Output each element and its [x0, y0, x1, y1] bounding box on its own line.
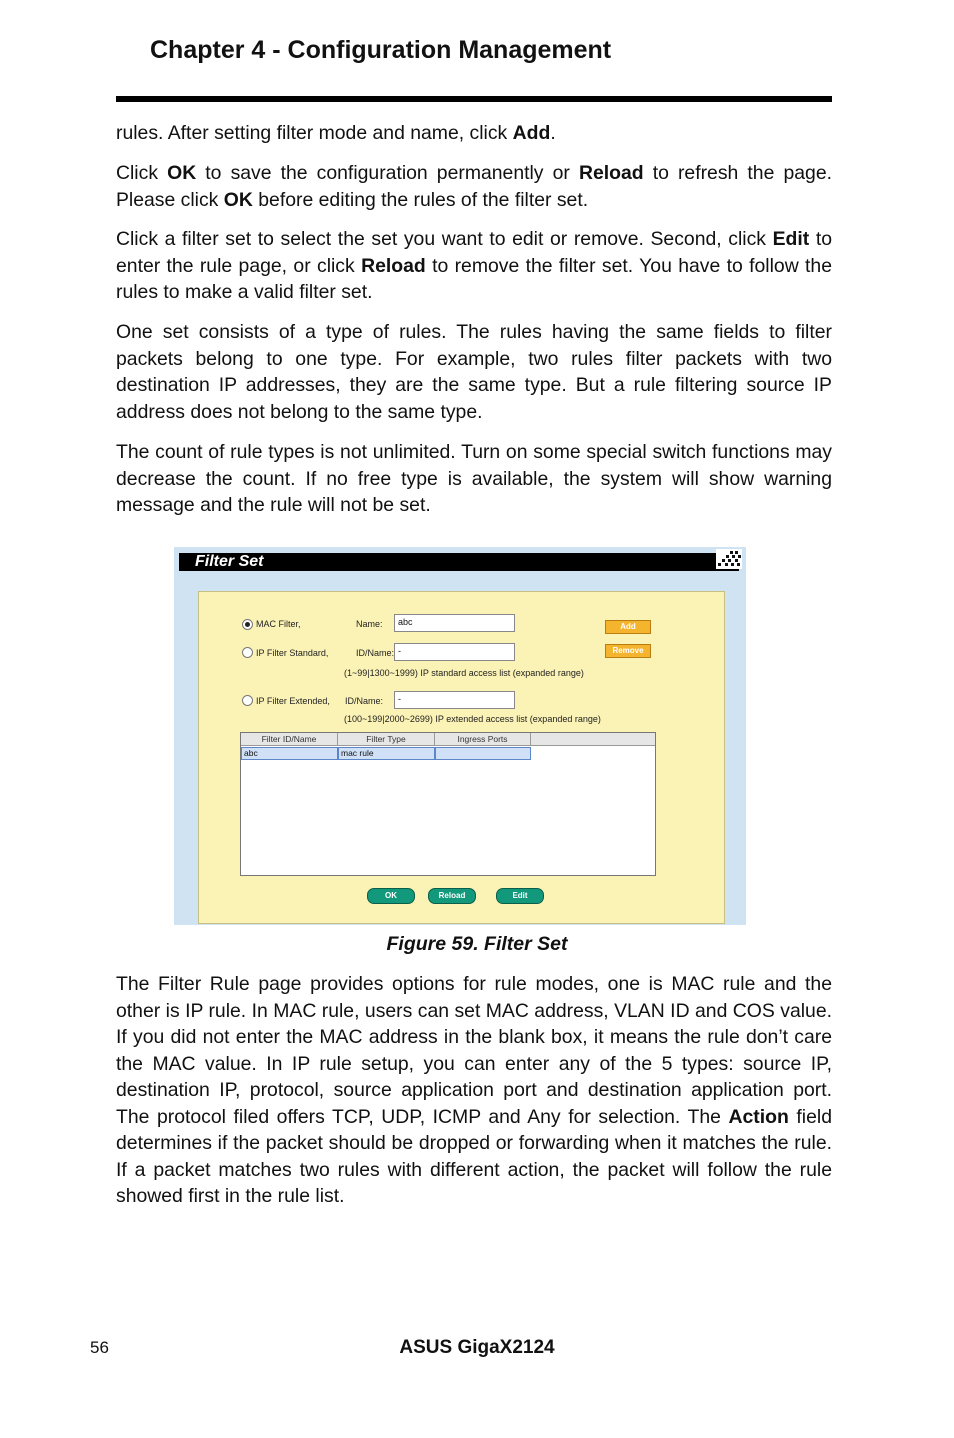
- filter-set-figure: [174, 547, 746, 925]
- paragraph-5: The count of rule types is not unlimited. Turn on some special switch functions may decrease the count. If no free type is available, the system will show warning message and the rule will not be set.: [116, 441, 832, 516]
- chapter-heading: Chapter 4 - Configuration Management: [150, 36, 612, 64]
- filter-list-table: [240, 732, 656, 876]
- heading-rule: [116, 96, 832, 102]
- paragraph-2: Click OK to save the configuration permanently or Reload to refresh the page. Please click OK before editing the rules of the filter set.: [116, 162, 832, 211]
- reload-button[interactable]: Reload: [428, 888, 476, 904]
- ip-standard-id-input[interactable]: -: [394, 643, 515, 661]
- filter-set-panel: [198, 591, 725, 924]
- brand-logo-icon: [716, 549, 742, 569]
- ip-extended-hint: (100~199|2000~2699) IP extended access list (expanded range): [344, 714, 601, 724]
- filter-set-title: Filter Set: [179, 553, 739, 571]
- paragraph-3: Click a filter set to select the set you want to edit or remove. Second, click Edit to enter the rule page, or click Reload to remove the filter set. You have to follow the rules to make a valid filter set.: [116, 228, 833, 303]
- edit-button[interactable]: Edit: [496, 888, 544, 904]
- ip-extended-label: IP Filter Extended,: [256, 696, 330, 706]
- paragraph-1: rules. After setting filter mode and name, click Add.: [116, 122, 556, 144]
- paragraph-4: One set consists of a type of rules. The rules having the same fields to filter packets belong to one type. For example, two rules filter packets with two destination IP addresses, they are the same type. But a rule filtering source IP address does not belong to the same type.: [116, 321, 832, 423]
- mac-filter-radio[interactable]: [242, 619, 253, 630]
- paragraph-6: The Filter Rule page provides options for rule modes, one is MAC rule and the other is IP rule. In MAC rule, users can set MAC address, VLAN ID and COS value. If you did not enter the MAC address in the blank box, it means the rule don’t care the MAC value. In IP rule setup, you can enter any of the 5 types: source IP, destination IP, protocol, source application port and destination application port. The protocol filed offers TCP, UDP, ICMP and Any for selection. The Action field determines if the packet should be dropped or forwarding when it matches the rule. If a packet matches two rules with different action, the packet will follow the rule showed first in the rule list.: [116, 973, 832, 1207]
- ip-standard-radio[interactable]: [242, 647, 253, 658]
- ok-button[interactable]: OK: [367, 888, 415, 904]
- column-header: Filter Type: [338, 733, 435, 746]
- table-row-cell[interactable]: mac rule: [338, 747, 435, 760]
- ip-standard-hint: (1~99|1300~1999) IP standard access list (expanded range): [344, 668, 584, 678]
- footer-product: ASUS GigaX2124: [399, 1337, 555, 1358]
- ip-extended-id-input[interactable]: -: [394, 691, 515, 709]
- column-header: Ingress Ports: [435, 733, 531, 746]
- add-button[interactable]: Add: [605, 620, 651, 634]
- column-header: Filter ID/Name: [241, 733, 338, 746]
- ip-extended-radio[interactable]: [242, 695, 253, 706]
- column-header-empty: [531, 733, 655, 746]
- name-input[interactable]: abc: [394, 614, 515, 632]
- table-row-cell[interactable]: abc: [241, 747, 338, 760]
- ip-standard-id-label: ID/Name:: [356, 648, 395, 658]
- ip-extended-id-label: ID/Name:: [345, 696, 384, 706]
- page-number: 56: [90, 1338, 109, 1357]
- mac-filter-label: MAC Filter,: [256, 619, 301, 629]
- table-row-cell[interactable]: [435, 747, 531, 760]
- figure-caption: Figure 59. Filter Set: [386, 933, 568, 955]
- ip-standard-label: IP Filter Standard,: [256, 648, 329, 658]
- remove-button[interactable]: Remove: [605, 644, 651, 658]
- name-label: Name:: [356, 619, 383, 629]
